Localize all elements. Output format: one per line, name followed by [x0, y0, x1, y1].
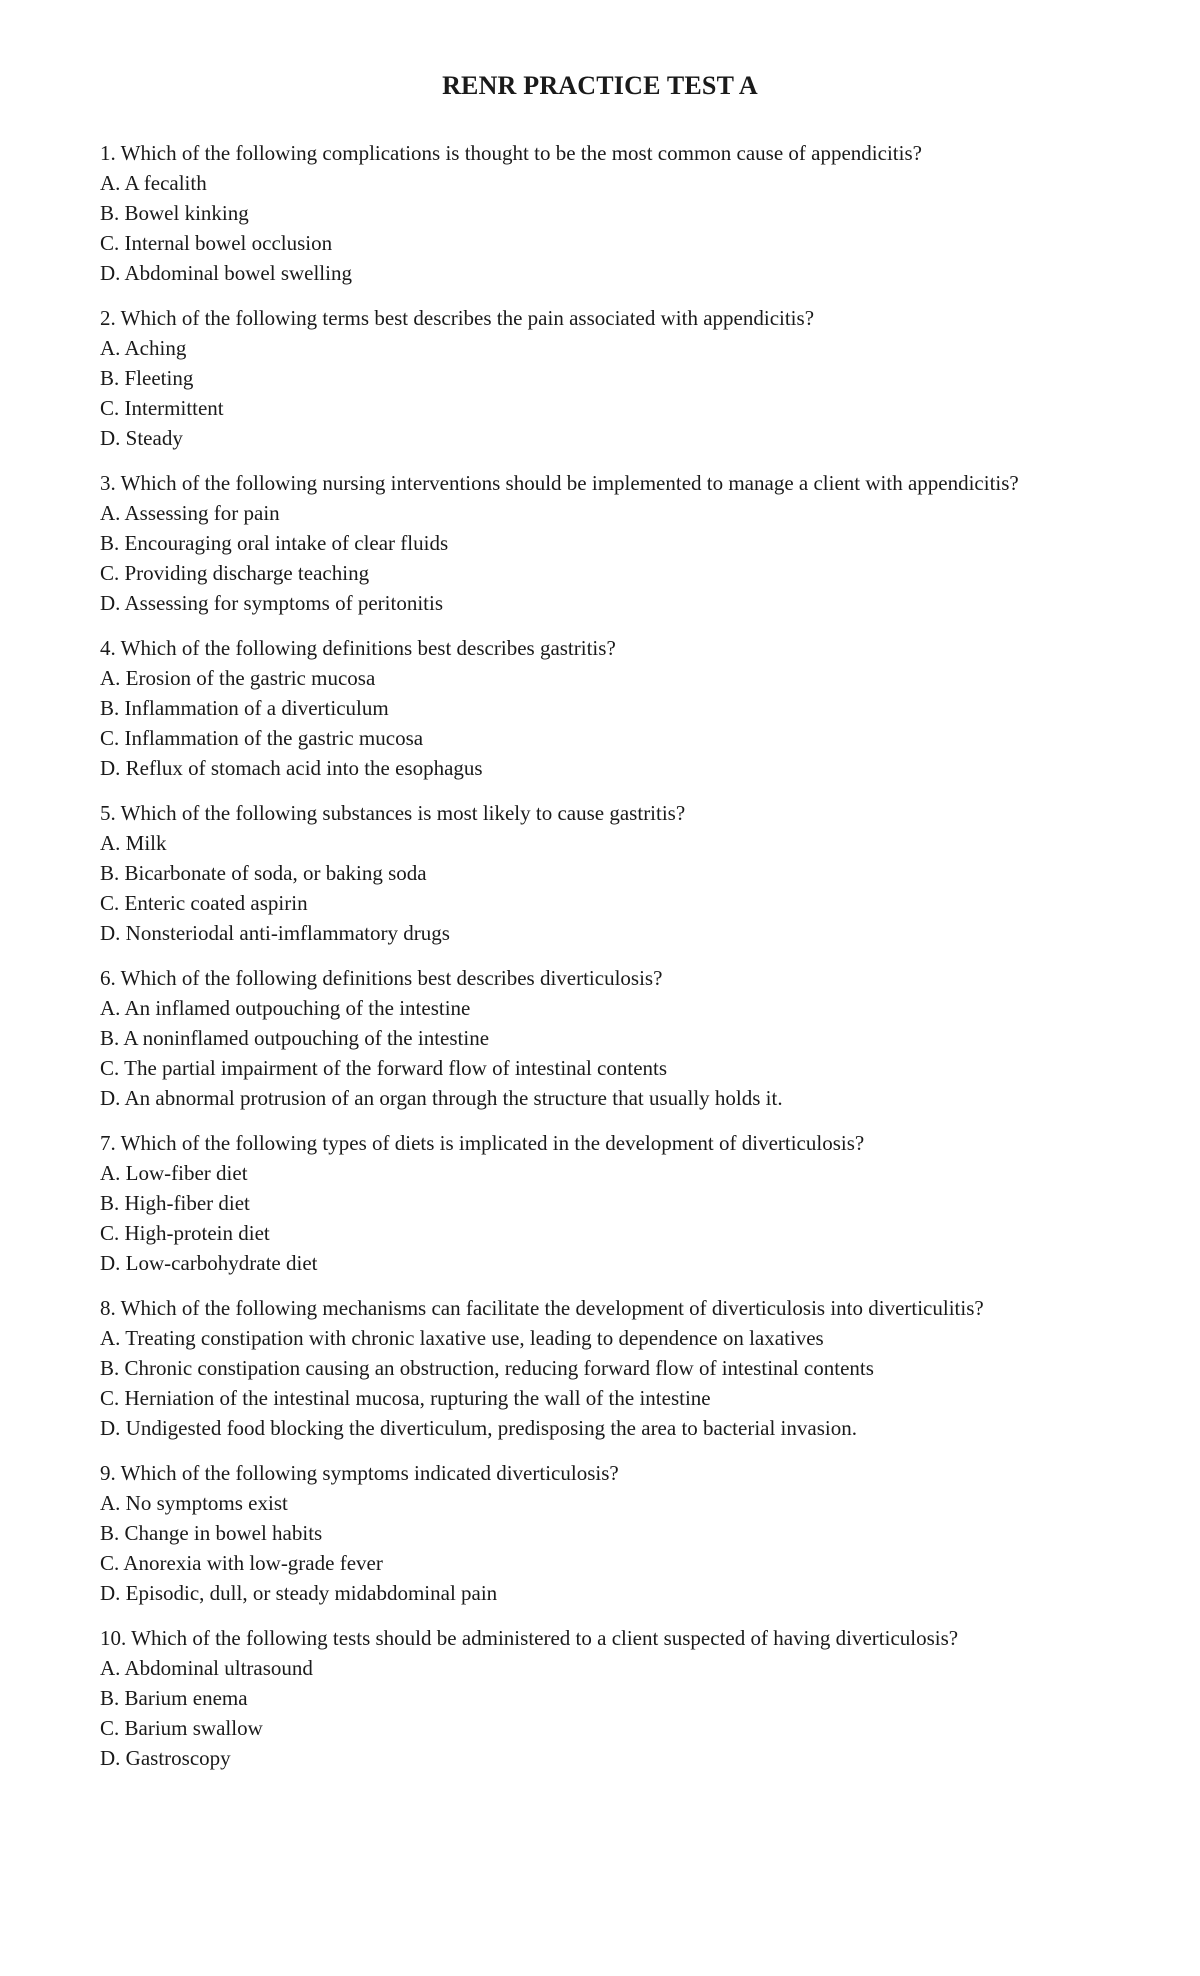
- question-7: [100, 1128, 1160, 1278]
- option-a: A. Aching: [100, 336, 187, 360]
- option-c: C. The partial impairment of the forward flow of intestinal contents: [100, 1056, 668, 1080]
- option-b: B. High-fiber diet: [100, 1191, 250, 1215]
- option-b: B. Chronic constipation causing an obstruction, reducing forward flow of intestinal contents: [100, 1356, 874, 1380]
- option-a: A. Abdominal ultrasound: [100, 1656, 313, 1680]
- question-2: [100, 303, 1160, 453]
- question-list: [100, 138, 1160, 1788]
- option-a: A. A fecalith: [100, 171, 207, 195]
- question-text: 5. Which of the following substances is most likely to cause gastritis?: [100, 801, 686, 825]
- option-c: C. Inflammation of the gastric mucosa: [100, 726, 424, 750]
- option-a: A. Milk: [100, 831, 167, 855]
- option-d: D. Assessing for symptoms of peritonitis: [100, 591, 444, 615]
- question-3: [100, 468, 1160, 618]
- option-d: D. Gastroscopy: [100, 1746, 231, 1770]
- question-9: [100, 1458, 1160, 1608]
- option-b: B. Fleeting: [100, 366, 194, 390]
- option-a: A. Low-fiber diet: [100, 1161, 248, 1185]
- option-a: A. An inflamed outpouching of the intestine: [100, 996, 471, 1020]
- option-b: B. A noninflamed outpouching of the intestine: [100, 1026, 490, 1050]
- answer-options: [100, 1323, 1160, 1443]
- question-10: [100, 1623, 1160, 1773]
- answer-options: [100, 168, 1160, 288]
- option-a: A. Erosion of the gastric mucosa: [100, 666, 376, 690]
- page-title: RENR PRACTICE TEST A: [442, 71, 758, 100]
- option-d: D. Reflux of stomach acid into the esophagus: [100, 756, 483, 780]
- option-a: A. Treating constipation with chronic laxative use, leading to dependence on laxatives: [100, 1326, 824, 1350]
- answer-options: [100, 1158, 1160, 1278]
- question-text: 10. Which of the following tests should be administered to a client suspected of having diverticulosis?: [100, 1626, 959, 1650]
- answer-options: [100, 498, 1160, 618]
- option-a: A. No symptoms exist: [100, 1491, 288, 1515]
- option-b: B. Change in bowel habits: [100, 1521, 323, 1545]
- option-d: D. Undigested food blocking the diverticulum, predisposing the area to bacterial invasion.: [100, 1416, 857, 1440]
- option-a: A. Assessing for pain: [100, 501, 280, 525]
- answer-options: [100, 828, 1160, 948]
- question-8: [100, 1293, 1160, 1443]
- answer-options: [100, 993, 1160, 1113]
- option-c: C. High-protein diet: [100, 1221, 270, 1245]
- question-text: 9. Which of the following symptoms indicated diverticulosis?: [100, 1461, 619, 1485]
- option-d: D. An abnormal protrusion of an organ through the structure that usually holds it.: [100, 1086, 783, 1110]
- option-b: B. Bicarbonate of soda, or baking soda: [100, 861, 427, 885]
- option-c: C. Enteric coated aspirin: [100, 891, 308, 915]
- question-4: [100, 633, 1160, 783]
- answer-options: [100, 1653, 1160, 1773]
- question-text: 6. Which of the following definitions best describes diverticulosis?: [100, 966, 663, 990]
- question-text: 3. Which of the following nursing interventions should be implemented to manage a client with appendicitis?: [100, 471, 1019, 495]
- question-text: 2. Which of the following terms best describes the pain associated with appendicitis?: [100, 306, 815, 330]
- option-c: C. Intermittent: [100, 396, 224, 420]
- question-6: [100, 963, 1160, 1113]
- option-b: B. Bowel kinking: [100, 201, 249, 225]
- option-b: B. Inflammation of a diverticulum: [100, 696, 389, 720]
- question-text: 8. Which of the following mechanisms can facilitate the development of diverticulosis into diverticulitis?: [100, 1296, 984, 1320]
- option-c: C. Barium swallow: [100, 1716, 263, 1740]
- question-text: 7. Which of the following types of diets is implicated in the development of diverticulosis?: [100, 1131, 865, 1155]
- answer-options: [100, 663, 1160, 783]
- option-b: B. Barium enema: [100, 1686, 248, 1710]
- option-c: C. Anorexia with low-grade fever: [100, 1551, 383, 1575]
- question-text: 1. Which of the following complications is thought to be the most common cause of appendicitis?: [100, 141, 922, 165]
- option-d: D. Episodic, dull, or steady midabdominal pain: [100, 1581, 498, 1605]
- option-d: D. Steady: [100, 426, 183, 450]
- answer-options: [100, 333, 1160, 453]
- question-text: 4. Which of the following definitions best describes gastritis?: [100, 636, 616, 660]
- option-d: D. Nonsteriodal anti-imflammatory drugs: [100, 921, 450, 945]
- question-5: [100, 798, 1160, 948]
- option-c: C. Herniation of the intestinal mucosa, rupturing the wall of the intestine: [100, 1386, 711, 1410]
- option-d: D. Low-carbohydrate diet: [100, 1251, 318, 1275]
- option-c: C. Providing discharge teaching: [100, 561, 370, 585]
- option-b: B. Encouraging oral intake of clear fluids: [100, 531, 449, 555]
- answer-options: [100, 1488, 1160, 1608]
- question-1: [100, 138, 1160, 288]
- option-d: D. Abdominal bowel swelling: [100, 261, 352, 285]
- option-c: C. Internal bowel occlusion: [100, 231, 333, 255]
